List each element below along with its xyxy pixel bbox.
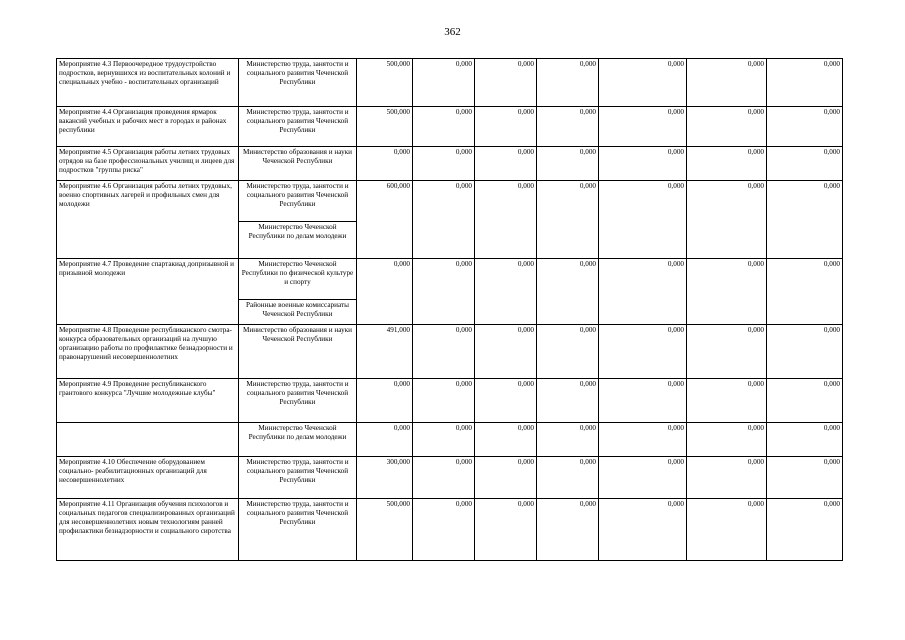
amount-cell: 0,000 xyxy=(413,181,475,259)
amount-cell: 0,000 xyxy=(767,181,843,259)
amount-cell: 0,000 xyxy=(767,499,843,561)
amount-cell: 0,000 xyxy=(767,457,843,499)
amount-cell: 0,000 xyxy=(413,147,475,181)
amount-cell: 0,000 xyxy=(767,59,843,107)
executor-cell xyxy=(239,499,357,561)
amount-cell: 0,000 xyxy=(413,59,475,107)
amount-cell: 0,000 xyxy=(537,379,599,423)
executor-name: Министерство труда, занятости и социального развития Чеченской Республики xyxy=(246,108,349,134)
amount-cell: 0,000 xyxy=(475,147,537,181)
amount-cell: 491,000 xyxy=(357,325,413,379)
amount-cell: 0,000 xyxy=(537,59,599,107)
activity-cell: Мероприятие 4.9 Проведение республиканского грантового конкурса "Лучшие молодежные клубы" xyxy=(57,379,239,423)
table-row xyxy=(57,499,843,561)
activity-cell: Мероприятие 4.11 Организация обучения психологов и социальных педагогов специализированных организаций для несовершеннолетних новым технологиям ранней профилактики безнадзорности и социального сиротства xyxy=(57,499,239,561)
executor-name: Министерство труда, занятости и социального развития Чеченской Республики xyxy=(246,380,349,406)
amount-cell: 0,000 xyxy=(687,181,767,259)
executor-cell xyxy=(239,423,357,457)
amount-cell: 0,000 xyxy=(537,107,599,147)
amount-cell: 0,000 xyxy=(413,499,475,561)
amount-cell: 0,000 xyxy=(687,499,767,561)
table-row xyxy=(57,181,843,259)
executor-cell xyxy=(239,259,357,325)
amount-cell: 0,000 xyxy=(537,457,599,499)
amount-cell: 0,000 xyxy=(687,325,767,379)
executor-name: Министерство образования и науки Чеченской Республики xyxy=(242,148,353,165)
page-number: 362 xyxy=(444,26,461,38)
amount-cell: 0,000 xyxy=(767,325,843,379)
amount-cell: 0,000 xyxy=(599,181,687,259)
executor-name: Министерство Чеченской Республики по делам молодежи xyxy=(239,221,356,241)
amount-cell: 600,000 xyxy=(357,181,413,259)
amount-cell: 0,000 xyxy=(599,499,687,561)
amount-cell: 0,000 xyxy=(413,423,475,457)
executor-cell xyxy=(239,379,357,423)
activity-cell: Мероприятие 4.8 Проведение республиканского смотра- конкурса образовательных организаций на лучшую организацию работы по профилактике безнадзорности и правонарушений несовершеннолетних xyxy=(57,325,239,379)
amount-cell: 0,000 xyxy=(599,457,687,499)
amount-cell: 0,000 xyxy=(767,147,843,181)
amount-cell: 0,000 xyxy=(687,107,767,147)
executor-cell xyxy=(239,181,357,259)
activity-cell xyxy=(57,423,239,457)
amount-cell: 0,000 xyxy=(599,259,687,325)
table-row xyxy=(57,325,843,379)
amount-cell: 0,000 xyxy=(413,379,475,423)
amount-cell: 0,000 xyxy=(599,107,687,147)
activity-cell: Мероприятие 4.4 Организация проведения ярмарок вакансий учебных и рабочих мест в городах и районах республики xyxy=(57,107,239,147)
table-row xyxy=(57,423,843,457)
table-row xyxy=(57,147,843,181)
amount-cell: 0,000 xyxy=(357,379,413,423)
amount-cell: 0,000 xyxy=(687,423,767,457)
amount-cell: 0,000 xyxy=(537,147,599,181)
amount-cell: 0,000 xyxy=(537,181,599,259)
table-row xyxy=(57,379,843,423)
executor-cell xyxy=(239,59,357,107)
amount-cell: 0,000 xyxy=(475,499,537,561)
amount-cell: 0,000 xyxy=(475,457,537,499)
amount-cell: 0,000 xyxy=(357,259,413,325)
amount-cell: 0,000 xyxy=(599,423,687,457)
amount-cell: 0,000 xyxy=(599,325,687,379)
amount-cell: 0,000 xyxy=(413,259,475,325)
amount-cell: 0,000 xyxy=(687,59,767,107)
amount-cell: 500,000 xyxy=(357,499,413,561)
amount-cell: 0,000 xyxy=(767,423,843,457)
amount-cell: 0,000 xyxy=(537,423,599,457)
amount-cell: 0,000 xyxy=(687,457,767,499)
amount-cell: 0,000 xyxy=(537,259,599,325)
executor-cell xyxy=(239,107,357,147)
executor-name: Министерство Чеченской Республики по физической культуре и спорту xyxy=(241,260,354,286)
executor-name: Министерство труда, занятости и социального развития Чеченской Республики xyxy=(246,500,349,526)
amount-cell: 0,000 xyxy=(475,107,537,147)
amount-cell: 0,000 xyxy=(357,423,413,457)
amount-cell: 0,000 xyxy=(475,181,537,259)
amount-cell: 0,000 xyxy=(687,259,767,325)
executor-cell xyxy=(239,457,357,499)
amount-cell: 0,000 xyxy=(475,379,537,423)
program-activities-table xyxy=(56,58,843,561)
executor-name: Министерство труда, занятости и социального развития Чеченской Республики xyxy=(246,182,349,208)
amount-cell: 0,000 xyxy=(767,259,843,325)
amount-cell: 0,000 xyxy=(357,147,413,181)
table-row xyxy=(57,259,843,325)
amount-cell: 0,000 xyxy=(687,147,767,181)
amount-cell: 0,000 xyxy=(475,423,537,457)
amount-cell: 500,000 xyxy=(357,59,413,107)
executor-name: Министерство Чеченской Республики по делам молодежи xyxy=(248,424,347,441)
amount-cell: 0,000 xyxy=(413,107,475,147)
amount-cell: 0,000 xyxy=(537,325,599,379)
amount-cell: 500,000 xyxy=(357,107,413,147)
activity-cell: Мероприятие 4.5 Организация работы летних трудовых отрядов на базе профессиональных училищ и лицеев для подростков "группы риска" xyxy=(57,147,239,181)
table-row xyxy=(57,107,843,147)
executor-name: Министерство труда, занятости и социального развития Чеченской Республики xyxy=(246,458,349,484)
amount-cell: 0,000 xyxy=(767,107,843,147)
activity-cell: Мероприятие 4.3 Первоочередное трудоустройство подростков, вернувшихся из воспитательных колоний и специальных учебно - воспитательных организаций xyxy=(57,59,239,107)
amount-cell: 300,000 xyxy=(357,457,413,499)
activity-cell: Мероприятие 4.6 Организация работы летних трудовых, военно спортивных лагерей и профильных смен для молодежи xyxy=(57,181,239,259)
activity-cell: Мероприятие 4.7 Проведение спартакиад допризывной и призывной молодежи xyxy=(57,259,239,325)
amount-cell: 0,000 xyxy=(599,59,687,107)
activity-cell: Мероприятие 4.10 Обеспечение оборудованием социально- реабилитационных организаций для несовершеннолетних xyxy=(57,457,239,499)
amount-cell: 0,000 xyxy=(537,499,599,561)
amount-cell: 0,000 xyxy=(475,325,537,379)
amount-cell: 0,000 xyxy=(475,59,537,107)
table-row xyxy=(57,457,843,499)
amount-cell: 0,000 xyxy=(413,457,475,499)
amount-cell: 0,000 xyxy=(475,259,537,325)
amount-cell: 0,000 xyxy=(413,325,475,379)
amount-cell: 0,000 xyxy=(767,379,843,423)
amount-cell: 0,000 xyxy=(599,147,687,181)
executor-name: Министерство образования и науки Чеченской Республики xyxy=(242,326,353,343)
table-row xyxy=(57,59,843,107)
executor-cell xyxy=(239,147,357,181)
amount-cell: 0,000 xyxy=(599,379,687,423)
executor-name: Районные военные комиссариаты Чеченской Республики xyxy=(239,299,356,319)
amount-cell: 0,000 xyxy=(687,379,767,423)
executor-cell xyxy=(239,325,357,379)
executor-name: Министерство труда, занятости и социального развития Чеченской Республики xyxy=(246,60,349,86)
